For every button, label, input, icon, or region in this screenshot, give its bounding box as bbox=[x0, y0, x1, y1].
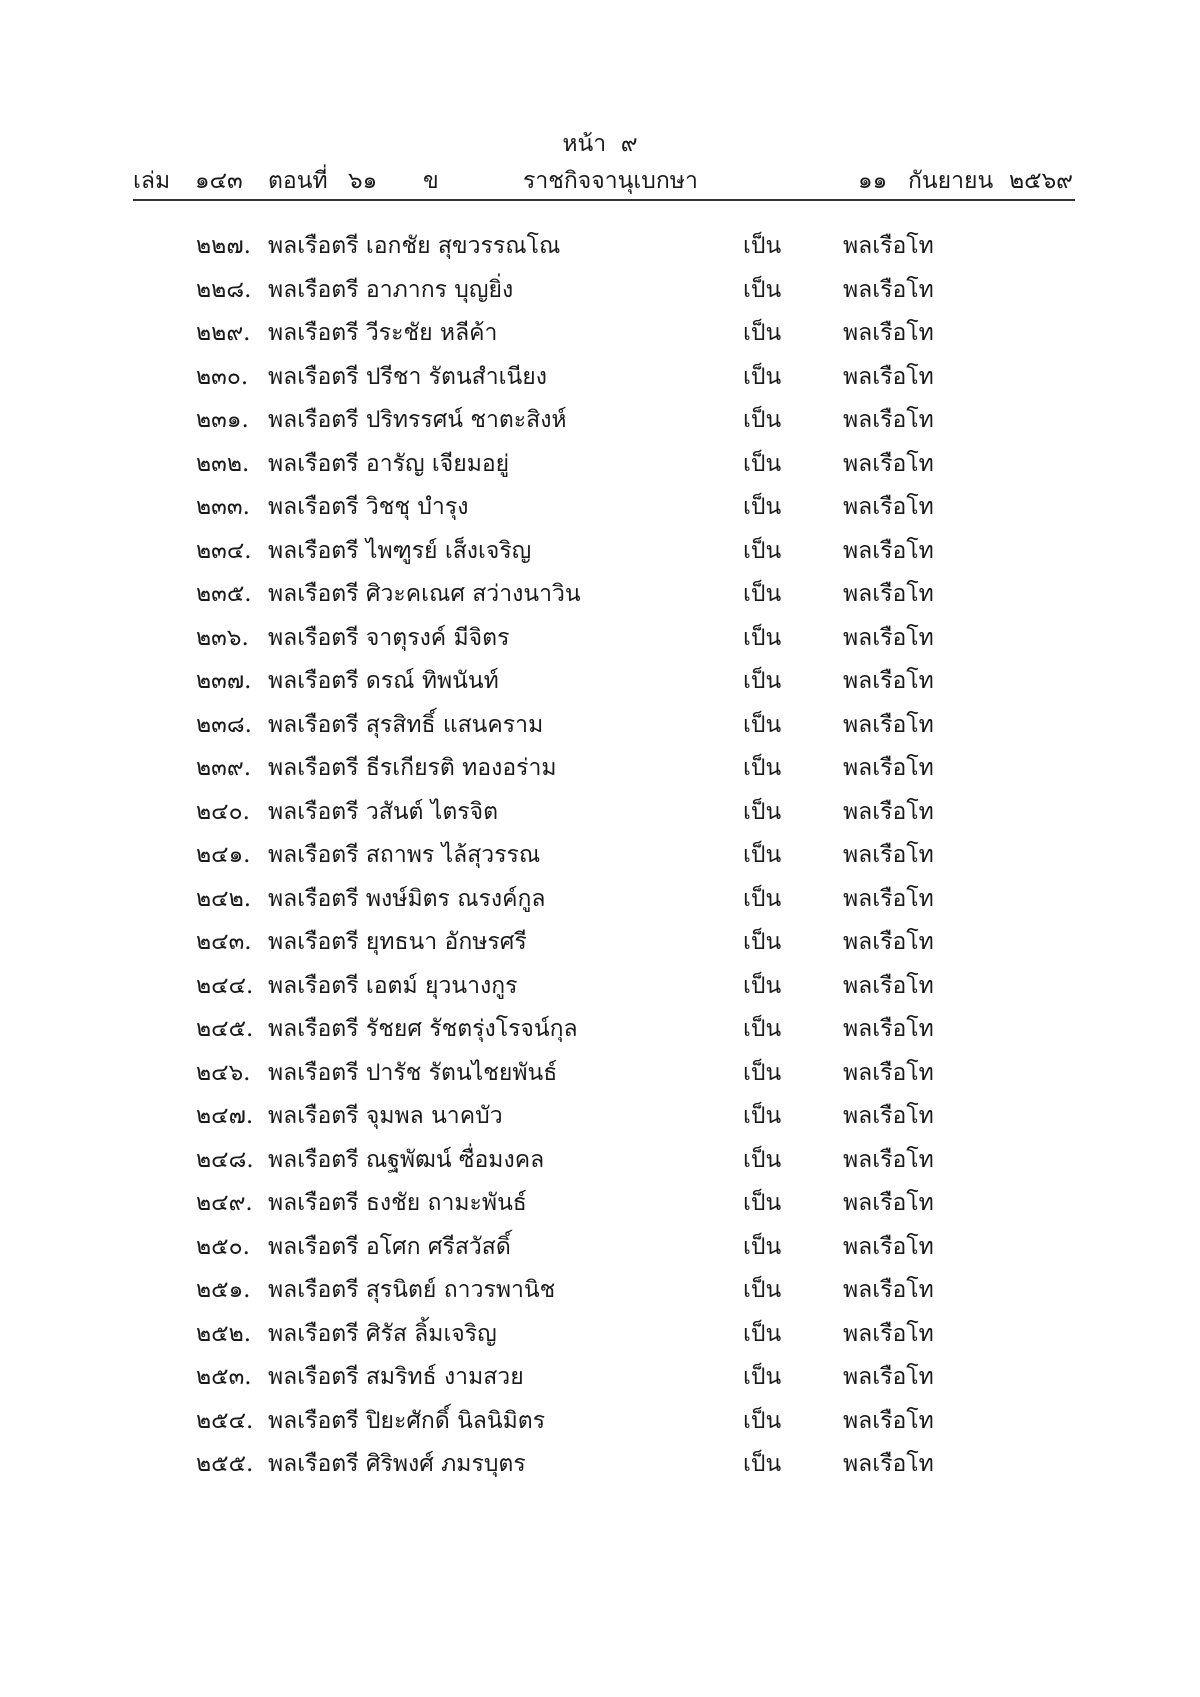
entry-name: พลเรือตรี สุรนิตย์ ถาวรพานิช bbox=[268, 1277, 556, 1303]
entry-rank: พลเรือโท bbox=[843, 537, 934, 564]
entry-rank: พลเรือโท bbox=[843, 1146, 934, 1173]
entry-number: ๒๔๒. bbox=[196, 885, 252, 912]
entry-rank: พลเรือโท bbox=[843, 1059, 934, 1086]
entry-rank: พลเรือโท bbox=[843, 494, 934, 520]
entry-as: เป็น bbox=[743, 320, 782, 346]
entry-as: เป็น bbox=[743, 711, 782, 738]
entry-rank: พลเรือโท bbox=[843, 1451, 934, 1477]
entry-rank: พลเรือโท bbox=[843, 1016, 934, 1042]
entry-name: พลเรือตรี ปรีชา รัตนสำเนียง bbox=[268, 363, 547, 390]
entry-name: พลเรือตรี ปริทรรศน์ ชาตะสิงห์ bbox=[268, 407, 567, 433]
volume-label: เล่ม bbox=[133, 168, 171, 194]
entry-as: เป็น bbox=[743, 1233, 782, 1260]
list-item bbox=[0, 442, 1200, 486]
date-year: ๒๕๖๙ bbox=[1009, 168, 1074, 194]
entry-rank: พลเรือโท bbox=[843, 581, 934, 607]
entry-number: ๒๓๓. bbox=[196, 494, 250, 520]
entry-rank: พลเรือโท bbox=[843, 450, 934, 477]
entry-rank: พลเรือโท bbox=[843, 276, 934, 303]
list-item bbox=[0, 920, 1200, 964]
entry-name: พลเรือตรี สถาพร ไล้สุวรรณ bbox=[268, 842, 541, 868]
volume-number: ๑๔๓ bbox=[195, 168, 243, 194]
entry-number: ๒๓๖. bbox=[196, 624, 249, 651]
entry-as: เป็น bbox=[743, 885, 782, 912]
entry-number: ๒๓๐. bbox=[196, 363, 249, 390]
entry-number: ๒๕๐. bbox=[196, 1233, 250, 1260]
entry-name: พลเรือตรี ศิริพงศ์ ภมรบุตร bbox=[268, 1451, 526, 1477]
entry-number: ๒๒๙. bbox=[196, 320, 251, 346]
entry-as: เป็น bbox=[743, 407, 782, 433]
entry-name: พลเรือตรี สุรสิทธิ์ แสนคราม bbox=[268, 711, 544, 738]
entry-as: เป็น bbox=[743, 537, 782, 564]
entry-number: ๒๔๗. bbox=[196, 1103, 254, 1129]
entry-name: พลเรือตรี ปารัช รัตนไชยพันธ์ bbox=[268, 1059, 558, 1086]
entry-name: พลเรือตรี อโศก ศรีสวัสดิ์ bbox=[268, 1233, 511, 1260]
entry-rank: พลเรือโท bbox=[843, 1190, 934, 1216]
entry-rank: พลเรือโท bbox=[843, 320, 934, 346]
entry-as: เป็น bbox=[743, 1146, 782, 1173]
entry-name: พลเรือตรี วิชชุ บำรุง bbox=[268, 494, 469, 520]
entry-as: เป็น bbox=[743, 450, 782, 477]
entry-number: ๒๓๔. bbox=[196, 537, 252, 564]
entry-number: ๒๓๑. bbox=[196, 407, 249, 433]
date-month: กันยายน bbox=[908, 168, 994, 194]
entry-name: พลเรือตรี ศิวะคเณศ สว่างนาวิน bbox=[268, 581, 581, 607]
entry-name: พลเรือตรี ดรณ์ ทิพนันท์ bbox=[268, 668, 499, 694]
entry-as: เป็น bbox=[743, 494, 782, 520]
entry-rank: พลเรือโท bbox=[843, 755, 934, 781]
list-item bbox=[0, 572, 1200, 616]
list-item bbox=[0, 1051, 1200, 1095]
entry-as: เป็น bbox=[743, 276, 782, 303]
entry-number: ๒๕๔. bbox=[196, 1407, 254, 1434]
list-item bbox=[0, 268, 1200, 312]
entry-as: เป็น bbox=[743, 798, 782, 825]
entry-rank: พลเรือโท bbox=[843, 842, 934, 868]
date-day: ๑๑ bbox=[858, 168, 888, 194]
entry-number: ๒๓๒. bbox=[196, 450, 250, 477]
entry-name: พลเรือตรี ปิยะศักดิ์ นิลนิมิตร bbox=[268, 1407, 546, 1434]
entry-name: พลเรือตรี สมริทธ์ งามสวย bbox=[268, 1364, 524, 1390]
entry-number: ๒๕๑. bbox=[196, 1277, 251, 1303]
list-item bbox=[0, 790, 1200, 834]
list-item bbox=[0, 746, 1200, 790]
entry-as: เป็น bbox=[743, 1407, 782, 1434]
page-number-value: ๙ bbox=[620, 131, 638, 157]
list-item bbox=[0, 833, 1200, 877]
entry-number: ๒๕๒. bbox=[196, 1320, 252, 1347]
list-item bbox=[0, 485, 1200, 529]
list-item bbox=[0, 1399, 1200, 1443]
entry-rank: พลเรือโท bbox=[843, 624, 934, 651]
issue-number: ๖๑ bbox=[348, 168, 378, 194]
entry-name: พลเรือตรี รัชยศ รัชตรุ่งโรจน์กุล bbox=[268, 1016, 578, 1042]
list-item bbox=[0, 1181, 1200, 1225]
entry-as: เป็น bbox=[743, 929, 782, 955]
entry-name: พลเรือตรี เอตม์ ยุวนางกูร bbox=[268, 972, 518, 999]
entry-as: เป็น bbox=[743, 1059, 782, 1086]
entry-number: ๒๔๔. bbox=[196, 972, 254, 999]
list-item bbox=[0, 1268, 1200, 1312]
entry-rank: พลเรือโท bbox=[843, 407, 934, 433]
entry-name: พลเรือตรี ยุทธนา อักษรศรี bbox=[268, 929, 527, 955]
entry-number: ๒๔๘. bbox=[196, 1146, 254, 1173]
entry-as: เป็น bbox=[743, 581, 782, 607]
entry-rank: พลเรือโท bbox=[843, 1364, 934, 1390]
list-item bbox=[0, 1312, 1200, 1356]
section-letter: ข bbox=[423, 168, 439, 194]
entry-as: เป็น bbox=[743, 1277, 782, 1303]
list-item bbox=[0, 224, 1200, 268]
entry-name: พลเรือตรี วสันต์ ไตรจิต bbox=[268, 798, 499, 825]
entry-name: พลเรือตรี ธีรเกียรติ ทองอร่าม bbox=[268, 755, 557, 781]
list-item bbox=[0, 355, 1200, 399]
entry-number: ๒๓๘. bbox=[196, 711, 252, 738]
entry-name: พลเรือตรี พงษ์มิตร ณรงค์กูล bbox=[268, 885, 546, 912]
list-item bbox=[0, 1007, 1200, 1051]
entry-number: ๒๔๐. bbox=[196, 798, 250, 825]
entry-number: ๒๓๕. bbox=[196, 581, 252, 607]
entry-number: ๒๓๗. bbox=[196, 668, 252, 694]
issue-label: ตอนที่ bbox=[268, 168, 328, 194]
entry-name: พลเรือตรี จาตุรงค์ มีจิตร bbox=[268, 624, 510, 651]
list-item bbox=[0, 1094, 1200, 1138]
entry-number: ๒๒๘. bbox=[196, 276, 252, 303]
entry-rank: พลเรือโท bbox=[843, 1277, 934, 1303]
entry-number: ๒๔๓. bbox=[196, 929, 252, 955]
entry-number: ๒๓๙. bbox=[196, 755, 252, 781]
entry-as: เป็น bbox=[743, 668, 782, 694]
entry-as: เป็น bbox=[743, 842, 782, 868]
entry-number: ๒๕๓. bbox=[196, 1364, 252, 1390]
entry-number: ๒๔๕. bbox=[196, 1016, 254, 1042]
list-item bbox=[0, 1138, 1200, 1182]
entry-as: เป็น bbox=[743, 233, 782, 259]
list-item bbox=[0, 311, 1200, 355]
entry-rank: พลเรือโท bbox=[843, 1233, 934, 1260]
list-item bbox=[0, 398, 1200, 442]
entry-rank: พลเรือโท bbox=[843, 972, 934, 999]
entry-rank: พลเรือโท bbox=[843, 233, 934, 259]
entry-name: พลเรือตรี วีระชัย หลีค้า bbox=[268, 320, 498, 346]
entry-rank: พลเรือโท bbox=[843, 363, 934, 390]
entry-as: เป็น bbox=[743, 1190, 782, 1216]
list-item bbox=[0, 1355, 1200, 1399]
entry-name: พลเรือตรี ธงชัย ถามะพันธ์ bbox=[268, 1190, 527, 1216]
entry-name: พลเรือตรี ศิรัส ลิ้มเจริญ bbox=[268, 1320, 497, 1347]
list-item bbox=[0, 1225, 1200, 1269]
entry-as: เป็น bbox=[743, 624, 782, 651]
list-item bbox=[0, 529, 1200, 573]
list-item bbox=[0, 616, 1200, 660]
entry-number: ๒๒๗. bbox=[196, 233, 251, 259]
entry-rank: พลเรือโท bbox=[843, 929, 934, 955]
entry-rank: พลเรือโท bbox=[843, 1103, 934, 1129]
entry-name: พลเรือตรี ณฐพัฒน์ ซื่อมงคล bbox=[268, 1146, 545, 1173]
appointment-list bbox=[0, 224, 1200, 1486]
page-number bbox=[0, 126, 1200, 162]
entry-as: เป็น bbox=[743, 755, 782, 781]
entry-rank: พลเรือโท bbox=[843, 1407, 934, 1434]
list-item bbox=[0, 1442, 1200, 1486]
entry-rank: พลเรือโท bbox=[843, 711, 934, 738]
list-item bbox=[0, 703, 1200, 747]
entry-as: เป็น bbox=[743, 1016, 782, 1042]
entry-number: ๒๔๙. bbox=[196, 1190, 253, 1216]
gazette-title: ราชกิจจานุเบกษา bbox=[523, 168, 698, 194]
list-item bbox=[0, 964, 1200, 1008]
entry-number: ๒๔๑. bbox=[196, 842, 251, 868]
entry-number: ๒๕๕. bbox=[196, 1451, 254, 1477]
page-number-label: หน้า bbox=[562, 131, 607, 157]
entry-rank: พลเรือโท bbox=[843, 885, 934, 912]
entry-as: เป็น bbox=[743, 972, 782, 999]
entry-name: พลเรือตรี อาภากร บุญยิ่ง bbox=[268, 276, 514, 303]
entry-rank: พลเรือโท bbox=[843, 798, 934, 825]
entry-name: พลเรือตรี เอกชัย สุขวรรณโณ bbox=[268, 233, 561, 259]
header-rule bbox=[133, 199, 1075, 201]
entry-name: พลเรือตรี อารัญ เจียมอยู่ bbox=[268, 450, 510, 477]
list-item bbox=[0, 877, 1200, 921]
entry-name: พลเรือตรี ไพฑูรย์ เส็งเจริญ bbox=[268, 537, 532, 564]
entry-number: ๒๔๖. bbox=[196, 1059, 251, 1086]
entry-as: เป็น bbox=[743, 363, 782, 390]
entry-as: เป็น bbox=[743, 1320, 782, 1347]
gazette-header bbox=[133, 163, 1073, 199]
entry-rank: พลเรือโท bbox=[843, 668, 934, 694]
entry-name: พลเรือตรี จุมพล นาคบัว bbox=[268, 1103, 503, 1129]
entry-rank: พลเรือโท bbox=[843, 1320, 934, 1347]
entry-as: เป็น bbox=[743, 1364, 782, 1390]
entry-as: เป็น bbox=[743, 1103, 782, 1129]
entry-as: เป็น bbox=[743, 1451, 782, 1477]
list-item bbox=[0, 659, 1200, 703]
